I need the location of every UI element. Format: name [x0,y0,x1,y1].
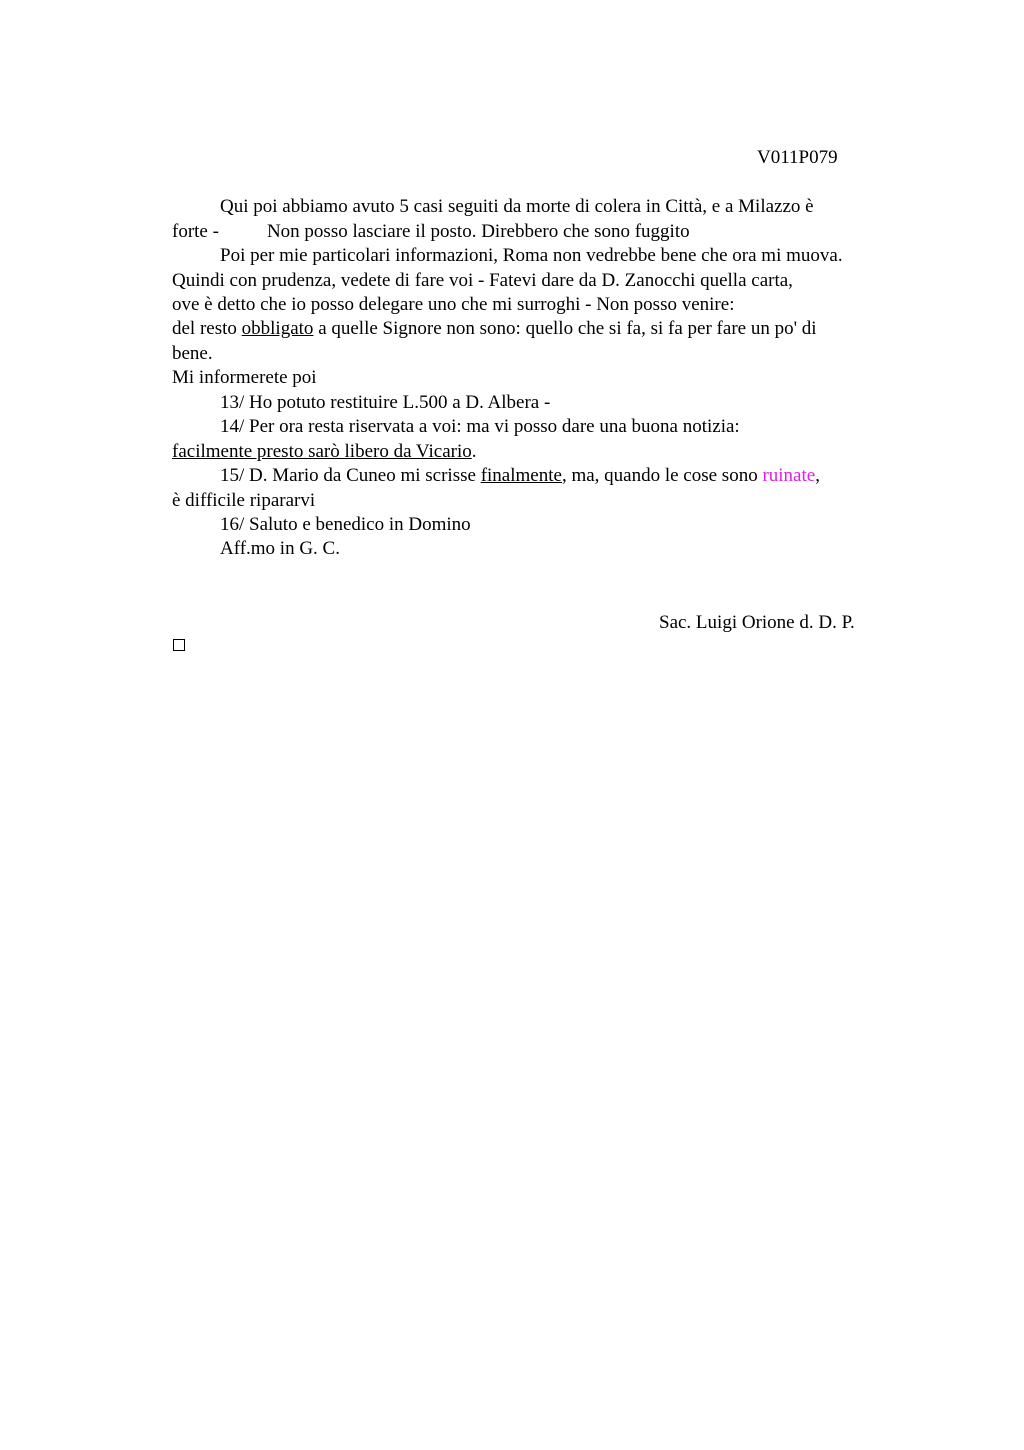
underlined-phrase-vicario: facilmente presto sarò libero da Vicario [172,441,472,462]
signature: Sac. Luigi Orione d. D. P. [659,612,855,633]
text-line-13: è difficile ripararvi [172,490,316,511]
text-line-2 [172,220,690,244]
text-line-10: 14/ Per ora resta riservata a voi: ma vi posso dare una buona notizia: [220,416,740,437]
text-line-2-start: forte - [172,221,219,242]
text-line-12-end: , [815,465,820,486]
text-line-8: Mi informerete poi [172,367,317,388]
text-line-12-start: 15/ D. Mario da Cuneo mi scrisse [220,465,481,486]
underlined-word-finalmente: finalmente [480,465,562,486]
text-line-4: Quindi con prudenza, vedete di fare voi - Fatevi dare da D. Zanocchi quella carta, [172,270,793,291]
text-line-6 [172,317,817,341]
text-line-6-start: del resto [172,318,242,339]
text-line-11 [172,440,477,464]
text-line-12-middle: , ma, quando le cose sono [561,465,763,486]
text-line-12 [220,464,820,488]
underlined-word-obbligato: obbligato [241,318,314,339]
text-line-11-end: . [471,441,477,462]
text-line-14: 16/ Saluto e benedico in Domino [220,514,471,535]
text-line-7: bene. [172,343,213,364]
text-line-9: 13/ Ho potuto restituire L.500 a D. Albera - [220,392,551,413]
text-line-1: Qui poi abbiamo avuto 5 casi seguiti da morte di colera in Città, e a Milazzo è [220,196,814,217]
checkbox-square [173,639,185,651]
text-line-15: Aff.mo in G. C. [220,538,340,559]
text-line-3: Poi per mie particolari informazioni, Roma non vedrebbe bene che ora mi muova. [220,245,843,266]
text-line-5: ove è detto che io posso delegare uno che mi surroghi - Non posso venire: [172,294,735,315]
text-line-2-end: Non posso lasciare il posto. Direbbero che sono fuggito [266,221,690,242]
highlighted-word-ruinate: ruinate [762,465,816,486]
text-line-6-end: a quelle Signore non sono: quello che si fa, si fa per fare un po' di [313,318,817,339]
document-id: V011P079 [757,147,838,168]
